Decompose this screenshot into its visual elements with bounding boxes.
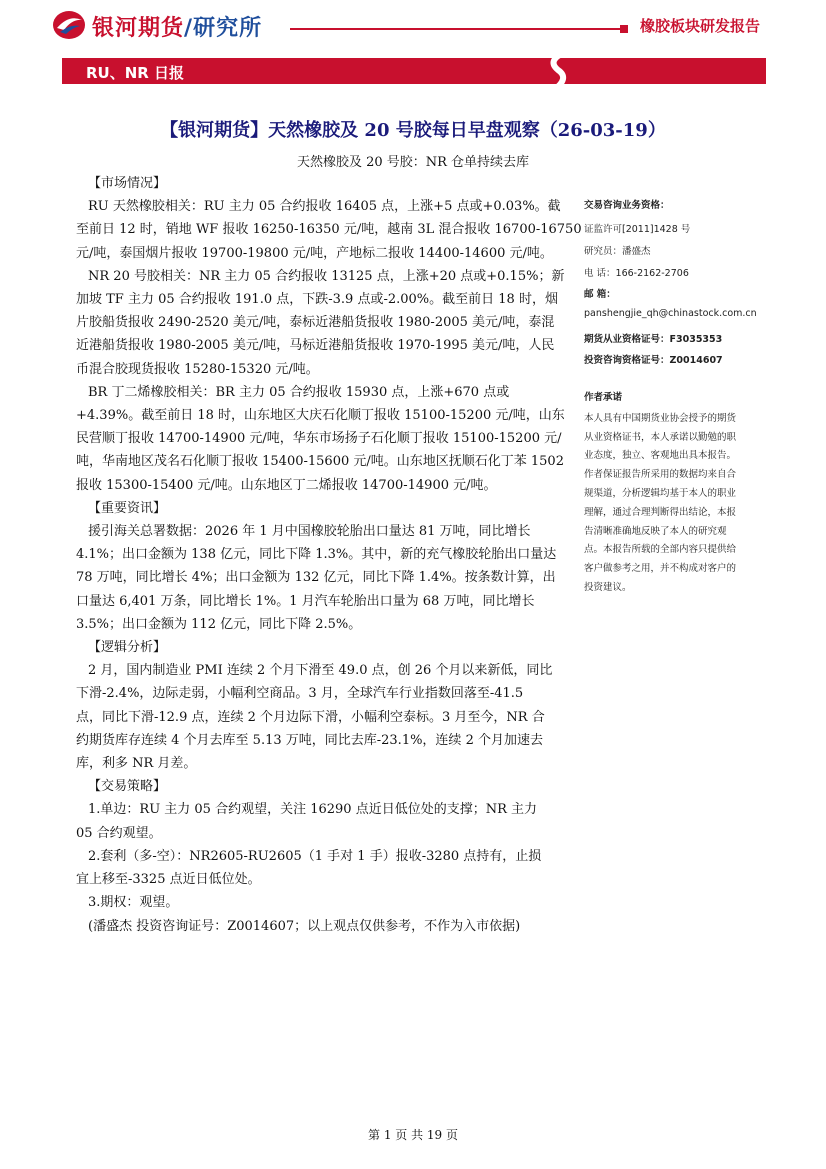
header-rule-marker: [620, 25, 628, 33]
body-line: NR 20 号胶相关：NR 主力 05 合约报收 13125 点，上涨+20 点或+0.15%；新: [88, 268, 565, 284]
body-line: 加坡 TF 主力 05 合约报收 191.0 点，下跌-3.9 点或-2.00%。截至前日 18 时，烟: [76, 292, 558, 308]
body-line: 报收 15300-15400 元/吨。山东地区丁二烯报收 14700-14900 元/吨。: [76, 477, 497, 493]
author-commitment-line: 客户做参考之用，并不构成对客户的: [584, 563, 737, 575]
body-line: 民营顺丁报收 14700-14900 元/吨，华东市场扬子石化顺丁报收 15100-15200 元/: [76, 431, 562, 447]
body-line: 约期货库存连续 4 个月去库至 5.13 万吨，同比去库-23.1%，连续 2 个月加速去: [76, 732, 543, 748]
document-subtitle: 天然橡胶及 20 号胶：NR 仓单持续去库: [296, 155, 530, 170]
body-line: 口量达 6,401 万条，同比增长 1%。1 月汽车轮胎出口量为 68 万吨，同比增长: [76, 593, 535, 609]
license-number: 证监许可[2011]1428 号: [584, 224, 691, 235]
body-line: BR 丁二烯橡胶相关：BR 主力 05 合约报收 15930 点，上涨+670 点或: [88, 384, 510, 400]
section-heading-logic: 【逻辑分析】: [88, 640, 167, 656]
futures-qualification: 期货从业资格证号：F3035353: [584, 334, 723, 345]
section-heading-news: 【重要资讯】: [88, 500, 167, 516]
body-line: 05 合约观望。: [76, 825, 162, 841]
body-line: 4.1%；出口金额为 138 亿元，同比下降 1.3%。其中，新的充气橡胶轮胎出口量达: [76, 547, 557, 563]
body-line: RU 天然橡胶相关：RU 主力 05 合约报收 16405 点，上涨+5 点或+0.03%。截: [88, 199, 561, 215]
body-line: 库，利多 NR 月差。: [76, 756, 197, 772]
swoosh-decoration-icon: [536, 46, 586, 96]
body-line: 3.期权：观望。: [88, 895, 179, 911]
body-line: 下滑-2.4%，边际走弱，小幅利空商品。3 月，全球汽车行业指数回落至-41.5: [76, 686, 524, 702]
body-line: 币混合胶现货报收 15280-15320 元/吨。: [76, 361, 319, 377]
logo-institute: 研究所: [193, 16, 263, 41]
document-title: 【银河期货】天然橡胶及 20 号胶每日早盘观察（26-03-19）: [160, 120, 666, 141]
report-type-label: 橡胶板块研发报告: [640, 17, 761, 35]
body-line: 宜上移至-3325 点近日低位处。: [76, 872, 261, 888]
author-commitment-line: 作者保证报告所采用的数据均来自合: [584, 469, 737, 481]
disclaimer-line: (潘盛杰 投资咨询证号：Z0014607；以上观点仅供参考，不作为入市依据): [88, 918, 521, 934]
body-line: 元/吨，泰国烟片报收 19700-19800 元/吨，产地标二报收 14400-14600 元/吨。: [76, 245, 553, 261]
body-line: 至前日 12 时，销地 WF 报收 16250-16350 元/吨，越南 3L 混合报收 16700-16750: [76, 222, 582, 238]
author-commitment-line: 规渠道，分析逻辑均基于本人的职业: [584, 487, 737, 499]
section-heading-market: 【市场情况】: [88, 176, 167, 191]
body-line: +4.39%。截至前日 18 时，山东地区大庆石化顺丁报收 15100-15200 元/吨，山东: [76, 408, 565, 424]
author-commitment-line: 投资建议。: [584, 581, 632, 593]
researcher-name: 研究员：潘盛杰: [584, 246, 651, 257]
email-link[interactable]: panshengjie_qh@chinastock.com.cn: [584, 308, 757, 319]
body-line: 片胶船货报收 2490-2520 美元/吨，泰标近港船货报收 1980-2005 美元/吨，泰混: [76, 315, 555, 331]
page-number: 第 1 页 共 19 页: [368, 1128, 458, 1142]
author-commitment-line: 告清晰准确地反映了本人的研究观: [584, 525, 727, 537]
author-commitment: [584, 389, 772, 598]
author-commitment-line: 从业资格证书，本人承诺以勤勉的职: [584, 431, 737, 443]
investment-qualification: 投资咨询资格证号：Z0014607: [584, 355, 723, 366]
logo-wordmark: [92, 11, 262, 42]
author-commitment-line: 业态度，独立、客观地出具本报告。: [584, 450, 737, 462]
phone-number: 电 话：166-2162-2706: [584, 268, 689, 279]
email-label: 邮 箱：: [584, 289, 616, 300]
body-line: 78 万吨，同比增长 4%；出口金额为 132 亿元，同比下降 1.4%。按条数计算，出: [76, 570, 556, 586]
logo-slash: /: [184, 16, 194, 41]
body-line: 援引海关总署数据：2026 年 1 月中国橡胶轮胎出口量达 81 万吨，同比增长: [88, 524, 531, 540]
body-line: 2.套利（多-空）：NR2605-RU2605（1 手对 1 手）报收-3280 点持有，止损: [88, 848, 542, 864]
qualification-title: 交易咨询业务资格：: [584, 200, 670, 211]
author-commitment-line: 理解，通过合理判断得出结论，本报: [584, 506, 737, 518]
body-line: 1.单边：RU 主力 05 合约观望，关注 16290 点近日低位处的支撑；NR 主力: [88, 802, 538, 818]
body-line: 点，同比下滑-12.9 点，连续 2 个月边际下滑，小幅利空泰标。3 月至今，NR 合: [76, 709, 545, 725]
galaxy-logo-icon: [52, 10, 86, 40]
report-body: [76, 172, 582, 938]
author-commitment-line: 点。本报告所载的全部内容只提供给: [584, 544, 737, 556]
section-heading-strategy: 【交易策略】: [88, 779, 167, 795]
author-commitment-line: 本人具有中国期货业协会授予的期货: [584, 412, 737, 424]
body-line: 2 月，国内制造业 PMI 连续 2 个月下滑至 49.0 点，创 26 个月以来新低，同比: [88, 663, 553, 679]
body-line: 3.5%；出口金额为 112 亿元，同比下降 2.5%。: [76, 616, 362, 632]
body-line: 近港船货报收 1980-2005 美元/吨，马标近港船货报收 1970-1995 美元/吨，人民: [76, 338, 555, 354]
banner-label: RU、NR 日报: [86, 64, 185, 82]
author-commitment-heading: 作者承诺: [584, 392, 623, 403]
logo-company: 银河期货: [92, 16, 185, 41]
body-line: 吨，华南地区茂名石化顺丁报收 15400-15600 元/吨。山东地区抚顺石化丁苯 1502: [76, 454, 564, 470]
header-rule: [290, 28, 620, 30]
